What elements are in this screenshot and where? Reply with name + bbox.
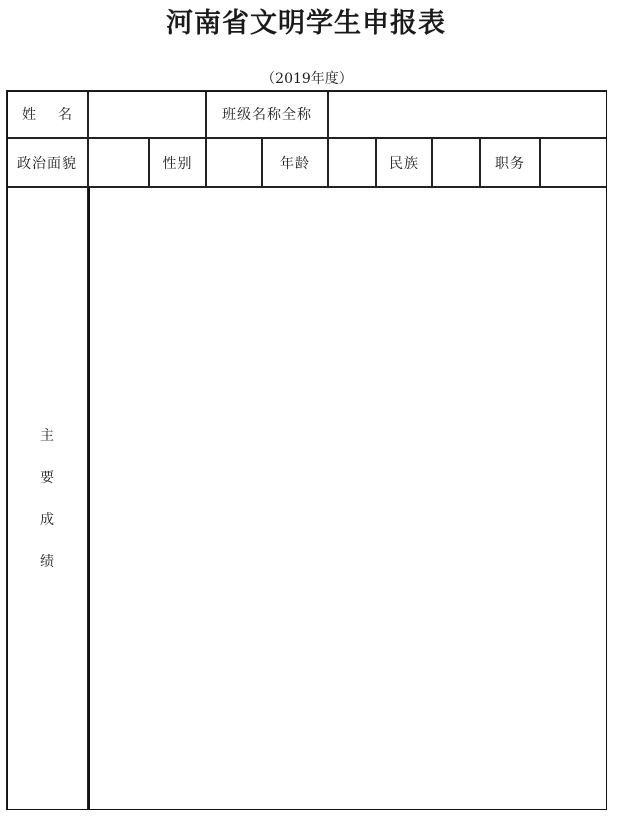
achievements-char-4: 绩 <box>40 553 54 570</box>
main-achievements-value-cell[interactable] <box>88 187 607 810</box>
class-name-value-cell[interactable] <box>328 90 607 138</box>
political-status-value-cell[interactable] <box>88 138 149 187</box>
ethnicity-label: 民族 <box>376 138 432 187</box>
name-value-cell[interactable] <box>88 90 206 138</box>
achievements-char-2: 要 <box>40 469 54 486</box>
name-label <box>6 90 88 138</box>
gender-value-cell[interactable] <box>206 138 262 187</box>
main-achievements-label <box>6 187 88 810</box>
gender-label: 性别 <box>149 138 206 187</box>
application-form-table <box>7 91 607 810</box>
position-label: 职务 <box>480 138 540 187</box>
name-label-char-2: 名 <box>58 107 72 123</box>
ethnicity-value-cell[interactable] <box>432 138 480 187</box>
name-label-char-1: 姓 <box>22 107 36 123</box>
age-label: 年龄 <box>262 138 328 187</box>
achievements-char-1: 主 <box>40 427 54 444</box>
position-value-cell[interactable] <box>540 138 607 187</box>
form-title: 河南省文明学生申报表 <box>166 8 446 39</box>
political-status-label: 政治面貌 <box>6 138 88 187</box>
form-year: （2019年度） <box>261 71 353 87</box>
class-name-label: 班级名称全称 <box>206 90 328 138</box>
achievements-char-3: 成 <box>40 511 54 528</box>
age-value-cell[interactable] <box>328 138 376 187</box>
